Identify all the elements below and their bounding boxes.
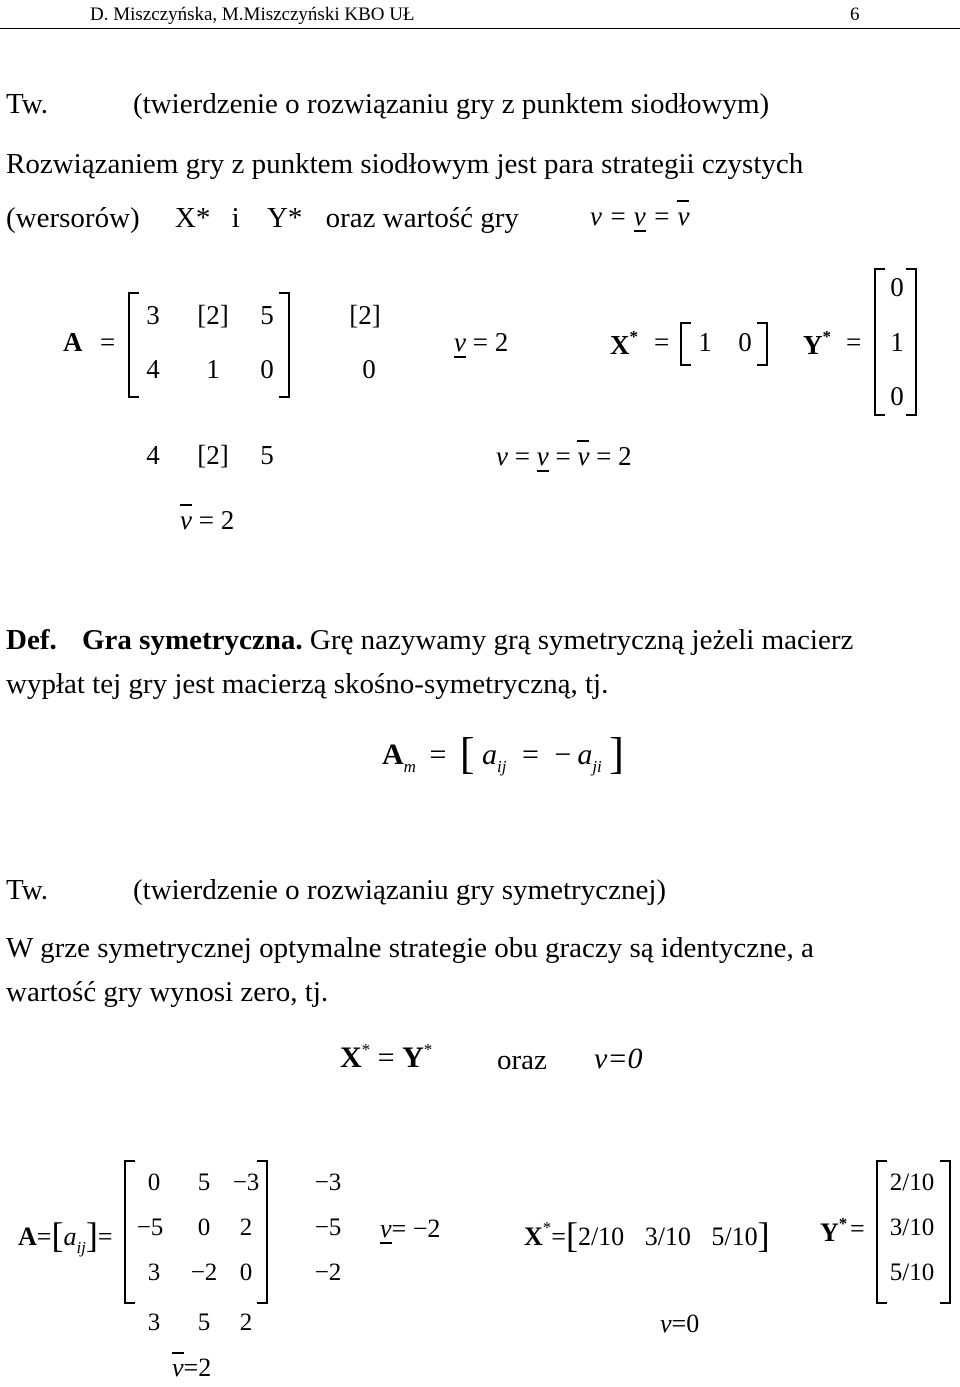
col-max: 5: [260, 440, 274, 470]
row-min: 0: [362, 354, 376, 384]
row-min: −2: [314, 1259, 342, 1286]
row-min: −5: [314, 1214, 342, 1241]
y-star-entry: 0: [890, 272, 904, 302]
definition-title: Gra symetryczna.: [81, 624, 303, 656]
skew-symmetric-formula: $A_m$ = [ $a_{ij}$ = − $a_{ji}$ ]: [382, 729, 624, 778]
equals-sign: =: [654, 327, 670, 357]
header-rule: [0, 28, 960, 29]
y-star-label: Y*: [266, 202, 303, 234]
matrix-cell: 5: [197, 1169, 211, 1196]
matrix-cell: 1: [206, 354, 220, 384]
x-star-entry: 5/10: [711, 1222, 758, 1251]
row-min: [2]: [349, 300, 381, 330]
equals-sign: =: [850, 1214, 865, 1243]
y-star-entry: 3/10: [889, 1214, 935, 1241]
definition-label: Def.: [6, 624, 57, 656]
x-star-entry: 2/10: [577, 1222, 625, 1251]
matrix-cell: −3: [232, 1169, 260, 1196]
y-star-entry: 0: [890, 381, 904, 411]
upper-value: v = 2: [180, 505, 235, 535]
col-max: 3: [147, 1309, 161, 1336]
equals-sign: =: [846, 327, 862, 357]
x-star-label: X*: [610, 327, 638, 360]
matrix-cell: [2]: [197, 300, 229, 330]
theorem-title: (twierdzenie o rozwiązaniu gry symetrycznej): [133, 874, 667, 906]
matrix-cell: 4: [146, 354, 160, 384]
header-authors: D. Miszczyńska, M.Miszczyński KBO UŁ: [90, 4, 415, 25]
equals-sign: =: [100, 327, 116, 357]
theorem-label: Tw.: [6, 874, 48, 906]
matrix-cell: 0: [147, 1169, 161, 1196]
value-zero: v=0: [594, 1042, 643, 1075]
page-number: 6: [850, 4, 860, 25]
theorem-line-2: [6, 202, 519, 235]
matrix-cell: 2: [239, 1214, 253, 1241]
wersorow-text: (wersorów): [6, 202, 140, 234]
row-min: −3: [314, 1169, 342, 1196]
theorem-line-2: wartość gry wynosi zero, tj.: [6, 976, 329, 1008]
matrix-cell: −2: [190, 1259, 218, 1286]
matrix-cell: 3: [146, 300, 160, 330]
y-star-label: Y*: [803, 327, 831, 360]
theorem-line: W grze symetrycznej optymalne strategie obu graczy są identyczne, a: [6, 932, 814, 964]
game-value: v = v = v = 2: [496, 441, 632, 471]
x-star-entry: 0: [738, 327, 752, 357]
definition-line-2: wypłat tej gry jest macierzą skośno-symetryczną, tj.: [6, 668, 609, 700]
matrix-a-label: $A=[a_{ij}]=$: [18, 1215, 113, 1257]
upper-value: v=2: [172, 1353, 212, 1382]
matrix-cell: 0: [260, 354, 274, 384]
col-max: 2: [239, 1309, 253, 1336]
oraz-text: oraz: [497, 1044, 547, 1076]
x-star-vector: X*=[2/10 3/10 5/10]: [524, 1215, 770, 1255]
matrix-cell: −5: [136, 1214, 164, 1241]
definition-line: [6, 624, 853, 657]
theorem-label: Tw.: [6, 88, 48, 120]
lower-value: v = 2: [454, 327, 509, 357]
conj-text: i: [231, 202, 240, 234]
y-star-entry: 5/10: [889, 1259, 935, 1286]
theorem-title: (twierdzenie o rozwiązaniu gry z punktem siodłowym): [133, 88, 770, 120]
definition-text: Grę nazywamy grą symetryczną jeżeli macierz: [309, 624, 854, 656]
game-value: v=0: [660, 1309, 700, 1338]
matrix-cell: 0: [197, 1214, 211, 1241]
x-star-entry: 1: [698, 327, 712, 357]
value-equation: v = v = v: [590, 201, 690, 231]
y-star-entry: 2/10: [889, 1169, 935, 1196]
matrix-a-label: A: [63, 327, 83, 357]
x-star-entry: 3/10: [644, 1222, 691, 1251]
col-max: 5: [197, 1309, 211, 1336]
value-text: oraz wartość gry: [325, 202, 519, 234]
y-star-entry: 1: [890, 327, 904, 357]
vector-right-bracket: [757, 322, 768, 366]
x-star-label: X*: [174, 202, 211, 234]
col-max: 4: [146, 440, 160, 470]
matrix-cell: 0: [239, 1259, 253, 1286]
col-max: [2]: [197, 440, 229, 470]
theorem-line: Rozwiązaniem gry z punktem siodłowym jest para strategii czystych: [6, 148, 804, 180]
symmetric-formula: X* = Y*: [340, 1040, 433, 1074]
lower-value: v= −2: [380, 1214, 441, 1243]
matrix-cell: 5: [260, 300, 274, 330]
matrix-cell: 3: [147, 1259, 161, 1286]
y-star-label: Y*: [820, 1214, 848, 1247]
